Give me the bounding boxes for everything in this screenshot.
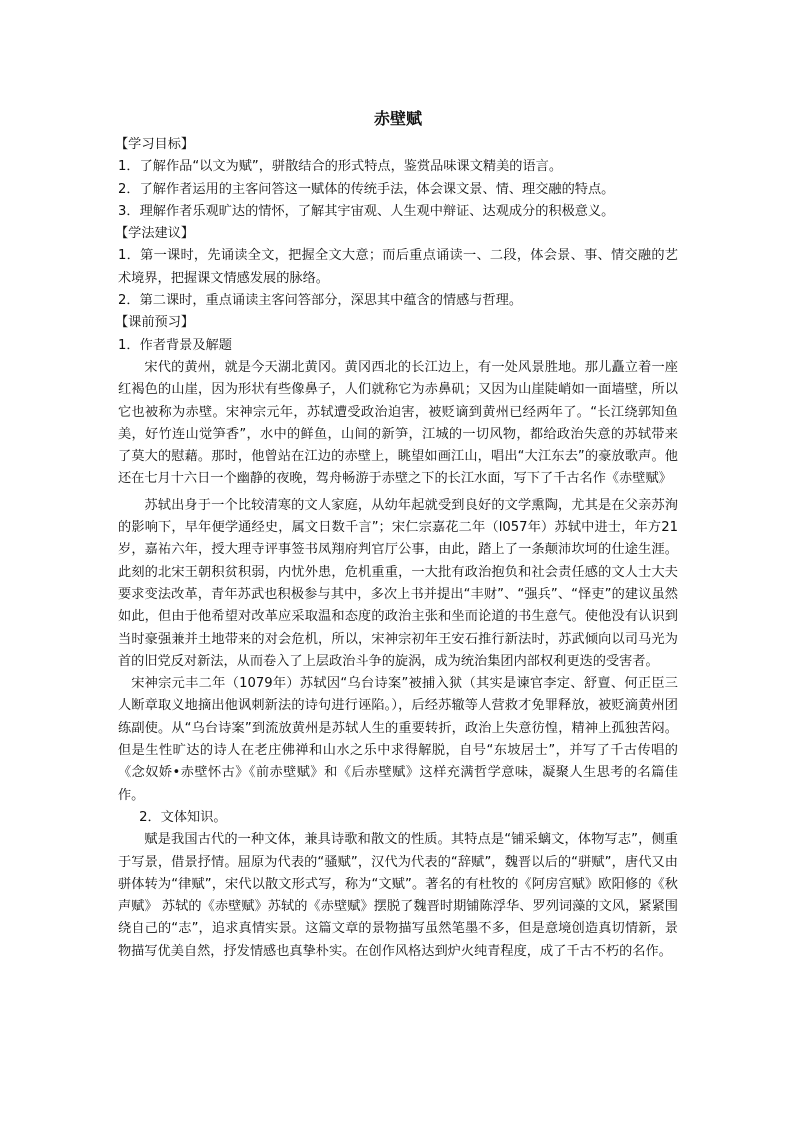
paragraph-background-2: 苏轼出身于一个比较清寒的文人家庭，从幼年起就受到良好的文学熏陶，尤其是在父亲苏洵的影响下，早年便学通经史，属文日数千言”；宋仁宗嘉花二年（l057年）苏轼中进士，年方21岁，嘉祐六年，授大理寺评事签书凤翔府判官厅公事，由此，踏上了一条颠沛坎坷的仕途生涯。 此刻的北宋王朝积贫积弱，内忧外患，危机重重，一大批有政治抱负和社会责任感的文人士大夫要求变法改革，青年苏武也积极参与其中，多次上书并提出“丰财”、“强兵”、“怿吏”的建议虽然如此，但由于他希望对改革应采取温和态度的政治主张和坐而论道的书生意气。使他没有认识到当时豪强兼并土地带来的对会危机，所以，宋神宗初年王安石推行新法时，苏武倾向以司马光为首的旧党反对新法，从而卷入了上层政治斗争的旋涡，成为统治集团内部权利更迭的受害者。 xyxy=(118,497,678,669)
section-heading-learning-goals: 【学习目标】 xyxy=(115,137,195,152)
list-item: 2．第二课时，重点诵读主客问答部分，深思其中蕴含的情感与哲理。 xyxy=(118,293,523,309)
section-heading-study-advice: 【学法建议】 xyxy=(115,226,195,242)
document-page xyxy=(115,104,678,963)
paragraph-background-1: 宋代的黄州，就是今天湖北黄冈。黄冈西北的长江边上，有一处风景胜地。那儿矗立着一座红褐色的山崖，因为形状有些像鼻子，人们就称它为赤鼻矶；又因为山崖陡峭如一面墙壁，所以它也被称为赤壁。宋神宗元年，苏轼遭受政治迫害，被贬谪到黄州已经两年了。“长江绕郭知鱼美，好竹连山觉笋香”，水中的鲜鱼，山间的新笋，江城的一切风物，都给政治失意的苏轼带来了莫大的慰藉。那时，他曾站在江边的赤壁上，眺望如画江山，唱出“大江东去”的豪放歌声。他还在七月十六日一个幽静的夜晚，驾舟畅游于赤壁之下的长江水面，写下了千古名作《赤壁赋》 xyxy=(118,359,678,487)
list-item: 1．了解作品“以文为赋”，骈散结合的形式特点，鉴赏品味课文精美的语言。 xyxy=(118,159,563,175)
section-heading-preview: 【课前预习】 xyxy=(115,315,195,331)
subsection-heading-background: 1．作者背景及解题 xyxy=(118,337,232,353)
list-item: 3．理解作者乐观旷达的情怀，了解其宇宙观、人生观中辩证、达观成分的积极意义。 xyxy=(118,203,615,219)
page-title: 赤壁赋 xyxy=(373,109,422,128)
list-item: 2．了解作者运用的主客问答这一赋体的传统手法，体会课文景、情、理交融的特点。 xyxy=(118,181,615,197)
subsection-heading-genre: 2．文体知识。 xyxy=(139,809,227,825)
list-item: 1．第一课时，先诵读全文，把握全文大意；而后重点诵读一、二段，体会景、事、情交融的艺术境界，把握课文情感发展的脉络。 xyxy=(118,248,678,286)
paragraph-genre: 赋是我国古代的一种文体，兼具诗歌和散文的性质。其特点是“铺采螭文，体物写志”，侧重于写景，借景抒情。屈原为代表的“骚赋”，汉代为代表的“辞赋”，魏晋以后的“骈赋”，唐代又由骈体转为“律赋”，宋代以散文形式写，称为“文赋”。著名的有杜牧的《阿房宫赋》欧阳修的《秋声赋》 苏轼的《赤壁赋》苏轼的《赤壁赋》摆脱了魏晋时期铺陈浮华、罗列词藻的文风，紧紧围绕自己的“志”，追求真情实景。这篇文章的景物描写虽然笔墨不多，但是意境创造真切情新，景物描写优美自然，抒发情感也真挚朴实。在创作风格达到炉火纯青程度，成了千古不朽的名作。 xyxy=(118,832,678,959)
paragraph-background-3: 宋神宗元丰二年（1079年）苏轼因“乌台诗案”被捕入狱（其实是谏官李定、舒亶、何正臣三人断章取义地摘出他讽刺新法的诗句进行诬陷。），后经苏辙等人营救才免罪释放，被贬滴黄州团练副使。从“乌台诗案”到流放黄州是苏轼人生的重要转折，政治上失意彷惶，精神上孤独苦闷。但是生性旷达的诗人在老庄佛禅和山水之乐中求得解脱，自号“东坡居士”，并写了千古传唱的《念奴娇•赤壁怀古》《前赤壁赋》和《后赤壁赋》这样充满哲学意味，凝聚人生思考的名篇佳作。 xyxy=(118,676,678,803)
